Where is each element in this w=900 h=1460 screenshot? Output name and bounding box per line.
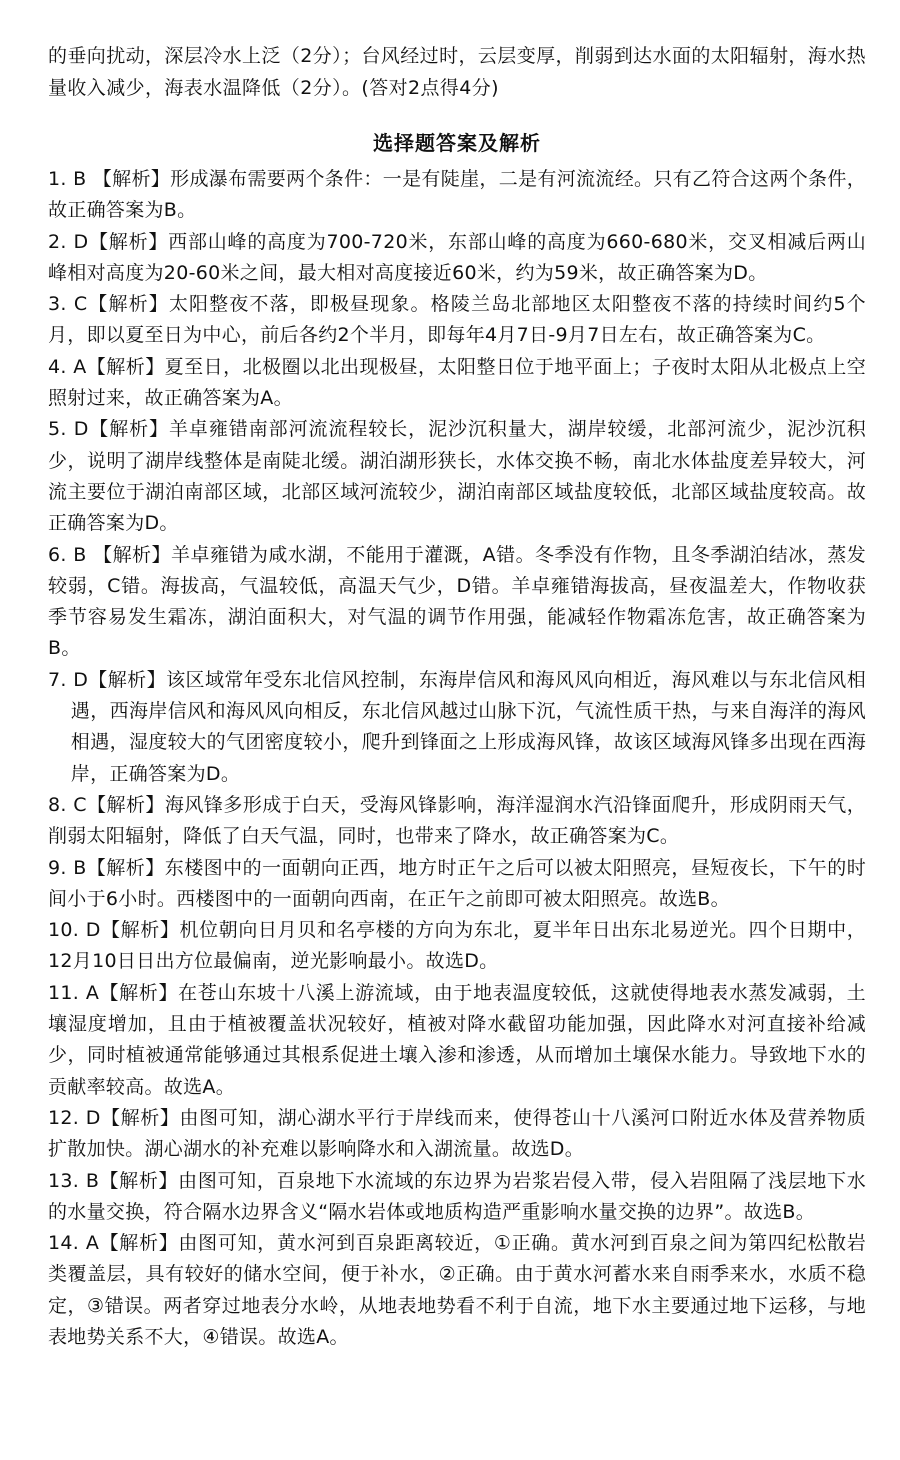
intro-paragraph: 的垂向扰动，深层冷水上泛（2分）；台风经过时，云层变厚，削弱到达水面的太阳辐射，海水热量收入减少，海表水温降低（2分）。(答对2点得4分) bbox=[48, 45, 866, 99]
answer-item: 4. A【解析】夏至日，北极圈以北出现极昼，太阳整日位于地平面上；子夜时太阳从北极点上空照射过来，故正确答案为A。 bbox=[48, 355, 866, 410]
answer-item: 10. D【解析】机位朝向日月贝和名亭楼的方向为东北，夏半年日出东北易逆光。四个日期中，12月10日日出方位最偏南，逆光影响最小。故选D。 bbox=[48, 919, 866, 973]
answer-item: 6. B 【解析】羊卓雍错为咸水湖，不能用于灌溉，A错。冬季没有作物，且冬季湖泊结冰，蒸发较弱，C错。海拔高，气温较低，高温天气少，D错。羊卓雍错海拔高，昼夜温差大，作物收获季节容易发生霜冻，湖泊面积大，对气温的调节作用强，能减轻作物霜冻危害，故正确答案为B。 bbox=[48, 543, 866, 660]
section-heading: 选择题答案及解析 bbox=[373, 131, 541, 155]
answer-item: 12. D【解析】由图可知，湖心湖水平行于岸线而来，使得苍山十八溪河口附近水体及营养物质扩散加快。湖心湖水的补充难以影响降水和入湖流量。故选D。 bbox=[48, 1106, 866, 1161]
document-page bbox=[48, 40, 866, 1353]
answer-item: 9. B【解析】东楼图中的一面朝向正西，地方时正午之后可以被太阳照亮，昼短夜长，下午的时间小于6小时。西楼图中的一面朝向西南，在正午之前即可被太阳照亮。故选B。 bbox=[48, 856, 866, 910]
answer-item: 1. B 【解析】形成瀑布需要两个条件：一是有陡崖，二是有河流流经。只有乙符合这两个条件，故正确答案为B。 bbox=[48, 168, 866, 222]
answer-item: 14. A【解析】由图可知，黄水河到百泉距离较近，①正确。黄水河到百泉之间为第四纪松散岩类覆盖层，具有较好的储水空间，便于补水，②正确。由于黄水河蓄水来自雨季来水，水质不稳定，③错误。两者穿过地表分水岭，从地表地势看不利于自流，地下水主要通过地下运移，与地表地势关系不大，④错误。故选A。 bbox=[48, 1232, 866, 1348]
answer-item: 3. C【解析】太阳整夜不落，即极昼现象。格陵兰岛北部地区太阳整夜不落的持续时间约5个月，即以夏至日为中心，前后各约2个半月，即每年4月7日-9月7日左右，故正确答案为C。 bbox=[48, 293, 866, 347]
answer-item: 7. D【解析】该区域常年受东北信风控制，东海岸信风和海风风向相近，海风难以与东北信风相遇，西海岸信风和海风风向相反，东北信风越过山脉下沉，气流性质干热，与来自海洋的海风相遇，湿度较大的气团密度较小，爬升到锋面之上形成海风锋，故该区域海风锋多出现在西海岸，正确答案为D。 bbox=[48, 668, 866, 785]
answer-item: 11. A【解析】在苍山东坡十八溪上游流域，由于地表温度较低，这就使得地表水蒸发减弱，土壤湿度增加，且由于植被覆盖状况较好，植被对降水截留功能加强，因此降水对河直接补给减少，同时植被通常能够通过其根系促进土壤入渗和渗透，从而增加土壤保水能力。导致地下水的贡献率较高。故选A。 bbox=[48, 981, 866, 1098]
answer-item: 13. B【解析】由图可知，百泉地下水流域的东边界为岩浆岩侵入带，侵入岩阻隔了浅层地下水的水量交换，符合隔水边界含义“隔水岩体或地质构造严重影响水量交换的边界”。故选B。 bbox=[48, 1169, 866, 1223]
answer-item: 5. D【解析】羊卓雍错南部河流流程较长，泥沙沉积量大，湖岸较缓，北部河流少，泥沙沉积少，说明了湖岸线整体是南陡北缓。湖泊湖形狭长，水体交换不畅，南北水体盐度差异较大，河流主要位于湖泊南部区域，北部区域河流较少，湖泊南部区域盐度较低，北部区域盐度较高。故正确答案为D。 bbox=[48, 418, 866, 535]
answer-list bbox=[48, 164, 866, 1353]
answer-item: 8. C【解析】海风锋多形成于白天，受海风锋影响，海洋湿润水汽沿锋面爬升，形成阴雨天气，削弱太阳辐射，降低了白天气温，同时，也带来了降水，故正确答案为C。 bbox=[48, 793, 866, 848]
answer-item: 2. D【解析】西部山峰的高度为700-720米，东部山峰的高度为660-680米，交叉相减后两山峰相对高度为20-60米之间，最大相对高度接近60米，约为59米，故正确答案为D。 bbox=[48, 230, 866, 284]
